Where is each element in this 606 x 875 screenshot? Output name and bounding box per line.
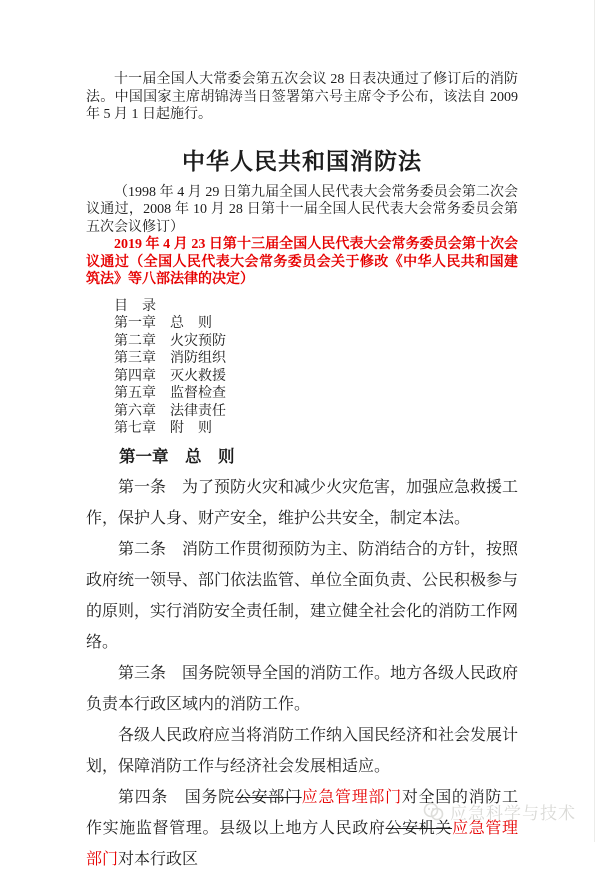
table-of-contents xyxy=(86,298,518,438)
toc-item: 第三章 消防组织 xyxy=(114,351,226,366)
toc-item: 第五章 监督检查 xyxy=(114,386,226,401)
text-run-normal: 对全国的消防工作实施监督管理。县级以上地方人民政府 xyxy=(86,788,518,837)
notes-block xyxy=(86,184,518,289)
text-run-normal: 第四条 国务院 xyxy=(118,788,235,806)
text-run-red: 应急管理部门 xyxy=(301,788,402,806)
page-content xyxy=(86,0,518,875)
toc-item: 第七章 附 则 xyxy=(114,421,212,436)
chat-face-logo-icon xyxy=(422,800,446,824)
document-title: 中华人民共和国消防法 xyxy=(182,148,422,174)
text-run-red: 应急管理部门 xyxy=(86,819,518,868)
toc-item: 第二章 火灾预防 xyxy=(114,333,226,349)
watermark xyxy=(422,799,576,824)
article-3-paragraph-2: 各级人民政府应当将消防工作纳入国民经济和社会发展计划，保障消防工作与经济社会发展相适应。 xyxy=(86,726,519,775)
text-run-normal: 对本行政区 xyxy=(118,850,199,868)
toc-item: 第一章 总 则 xyxy=(114,316,212,331)
article-1-paragraph: 第一条 为了预防火灾和减少火灾危害，加强应急救援工作，保护人身、财产安全，维护公共安全，制定本法。 xyxy=(86,478,519,527)
text-run-strike: 公安部门 xyxy=(234,788,302,806)
toc-item: 第四章 灭火救援 xyxy=(114,368,226,384)
article-2-paragraph: 第二条 消防工作贯彻预防为主、防消结合的方针，按照政府统一领导、部门依法监管、单位全面负责、公民积极参与的原则，实行消防安全责任制，建立健全社会化的消防工作网络。 xyxy=(86,540,519,651)
text-run-strike: 公安机关 xyxy=(385,819,453,837)
toc-header: 目 录 xyxy=(114,298,156,314)
amendment-note: 2019 年 4 月 23 日第十三届全国人民代表大会常务委员会第十次会议通过（全国人民代表大会常务委员会关于修改《中华人民共和国建筑法》等八部法律的决定） xyxy=(86,237,518,287)
toc-item: 第六章 法律责任 xyxy=(114,403,226,419)
press-note-paragraph: 十一届全国人大常委会第五次会议 28 日表决通过了修订后的消防法。中国国家主席胡锦涛当日签署第六号主席令予公布，该法自 2009 年 5 月 1 日起施行。 xyxy=(86,72,518,122)
article-4-paragraph xyxy=(86,782,518,875)
watermark-label: 应急科学与技术 xyxy=(450,804,576,823)
article-3-paragraph: 第三条 国务院领导全国的消防工作。地方各级人民政府负责本行政区域内的消防工作。 xyxy=(86,664,519,713)
toc-items xyxy=(86,315,518,438)
chapter-1-heading: 第一章 总 则 xyxy=(119,446,235,466)
enactment-note: （1998 年 4 月 29 日第九届全国人民代表大会常务委员会第二次会议通过，2008 年 10 月 28 日第十一届全国人民代表大会常务委员会第五次会议修订） xyxy=(86,184,518,235)
